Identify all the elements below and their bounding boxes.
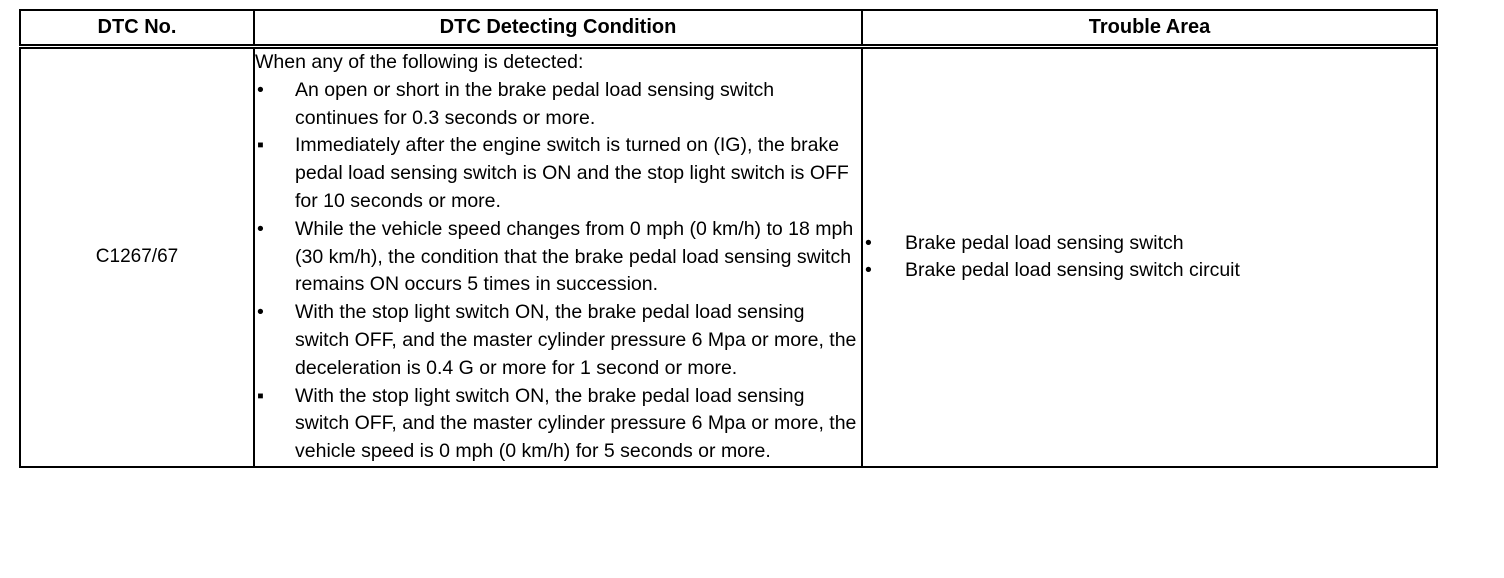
trouble-area-list bbox=[863, 230, 1436, 286]
condition-intro: When any of the following is detected: bbox=[255, 51, 584, 73]
header-trouble-area: Trouble Area bbox=[862, 10, 1437, 47]
dtc-code: C1267/67 bbox=[20, 47, 254, 467]
trouble-area-text: Brake pedal load sensing switch bbox=[905, 231, 1184, 254]
dtc-table bbox=[19, 9, 1438, 468]
bullet-icon: • bbox=[257, 78, 264, 101]
header-dtc-no: DTC No. bbox=[20, 10, 254, 47]
table-row bbox=[20, 47, 1437, 467]
condition-list bbox=[255, 77, 861, 466]
list-item bbox=[255, 383, 861, 466]
condition-text: Immediately after the engine switch is turned on (IG), the brake pedal load sensing switch is ON and the stop light switch is OFF for 10 seconds or more. bbox=[295, 134, 849, 212]
list-item bbox=[863, 257, 1436, 285]
bullet-icon: • bbox=[865, 231, 872, 254]
trouble-area-text: Brake pedal load sensing switch circuit bbox=[905, 259, 1240, 282]
detecting-condition-cell bbox=[254, 47, 862, 467]
header-row bbox=[20, 10, 1437, 47]
header-detecting-condition: DTC Detecting Condition bbox=[254, 10, 862, 47]
bullet-icon: • bbox=[865, 259, 872, 282]
condition-text: While the vehicle speed changes from 0 mph (0 km/h) to 18 mph (30 km/h), the condition that the brake pedal load sensing switch remains ON occurs 5 times in succession. bbox=[295, 217, 854, 296]
trouble-area-cell bbox=[862, 47, 1437, 467]
bullet-icon: • bbox=[257, 217, 264, 240]
condition-text: With the stop light switch ON, the brake pedal load sensing switch OFF, and the master cylinder pressure 6 Mpa or more, the vehicle speed is 0 mph (0 km/h) for 5 seconds or more. bbox=[295, 384, 857, 463]
bullet-icon: ▪ bbox=[257, 384, 264, 407]
condition-text: An open or short in the brake pedal load sensing switch continues for 0.3 seconds or more. bbox=[295, 78, 775, 129]
list-item bbox=[255, 216, 861, 299]
list-item bbox=[255, 299, 861, 382]
bullet-icon: ▪ bbox=[257, 134, 264, 157]
bullet-icon: • bbox=[257, 301, 264, 324]
list-item bbox=[255, 77, 861, 133]
list-item bbox=[255, 132, 861, 215]
list-item bbox=[863, 230, 1436, 258]
condition-text: With the stop light switch ON, the brake pedal load sensing switch OFF, and the master cylinder pressure 6 Mpa or more, the deceleration is 0.4 G or more for 1 second or more. bbox=[295, 301, 857, 379]
